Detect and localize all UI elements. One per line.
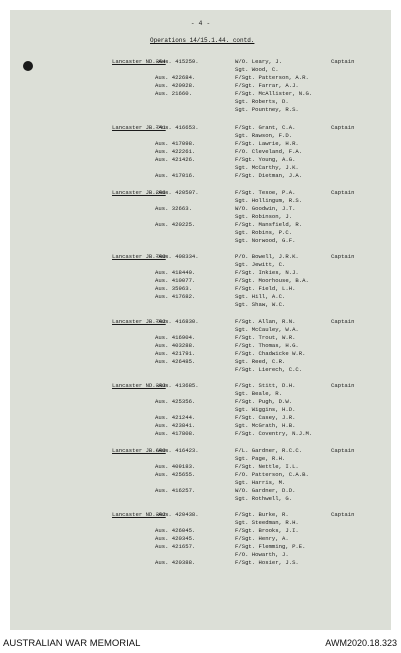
crew-row [0, 197, 401, 205]
crew-row [0, 479, 401, 487]
crew-row [0, 229, 401, 237]
aircraft-designation: Lancaster JB.600 [112, 447, 166, 454]
service-number: -Aus. 420438. [155, 511, 199, 518]
service-number: Aus. 421791. [155, 350, 196, 357]
rank-and-name: Sgt. Wiggins, H.D. [235, 406, 296, 413]
crew-row [0, 285, 401, 293]
rank-and-name: Sgt. Harris, M. [235, 479, 286, 486]
crew-row [0, 366, 401, 374]
rank-and-name: F/Sgt. Tesoe, P.A. [235, 189, 296, 196]
service-number: Aus. 417808. [155, 430, 196, 437]
rank-and-name: F/Sgt. Young, A.G. [235, 156, 296, 163]
crew-row [0, 519, 401, 527]
crew-row [0, 350, 401, 358]
crew-row [0, 527, 401, 535]
rank-and-name: Sgt. Rawson, F.D. [235, 132, 293, 139]
crew-row [0, 326, 401, 334]
rank-and-name: F/L. Gardner, R.C.C. [235, 447, 303, 454]
crew-row [0, 535, 401, 543]
rank-and-name: Sgt. McGrath, H.B. [235, 422, 296, 429]
rank-and-name: F/Sgt. Nettle, I.L. [235, 463, 299, 470]
rank-and-name: Sgt. Shaw, W.C. [235, 301, 286, 308]
service-number: Aus. 421657. [155, 543, 196, 550]
service-number: -Aus. 416653. [155, 124, 199, 131]
crew-row [0, 511, 401, 519]
rank-and-name: F/Sgt. Moorhouse, B.A. [235, 277, 309, 284]
rank-and-name: Sgt. Roberts, D. [235, 98, 289, 105]
rank-and-name: F/Sgt. Inkies, N.J. [235, 269, 299, 276]
crew-row [0, 422, 401, 430]
rank-and-name: F/Sgt. Allan, R.N. [235, 318, 296, 325]
rank-and-name: F/Sgt. Chadwicke W.R. [235, 350, 306, 357]
crew-row [0, 455, 401, 463]
service-number: Aus. 417682. [155, 293, 196, 300]
rank-and-name: Sgt. McCarthy, J.K. [235, 164, 299, 171]
aircraft-designation: Lancaster JB.792 [112, 318, 166, 325]
rank-and-name: Sgt. Robinson, J. [235, 213, 293, 220]
crew-row [0, 253, 401, 261]
crew-row [0, 471, 401, 479]
crew-row [0, 551, 401, 559]
crew-row [0, 58, 401, 66]
service-number: -Aus. 420507. [155, 189, 199, 196]
service-number: Aus. 32663. [155, 205, 192, 212]
service-number: -Aus. 413685. [155, 382, 199, 389]
footer-accession-number: AWM2020.18.323 [325, 638, 397, 648]
crew-role: Captain [331, 511, 355, 518]
rank-and-name: F/Sgt. Hosier, J.S. [235, 559, 299, 566]
crew-row [0, 406, 401, 414]
page-number: - 4 - [190, 20, 211, 27]
crew-row [0, 205, 401, 213]
service-number: Aus. 416257. [155, 487, 196, 494]
service-number: Aus. 409183. [155, 463, 196, 470]
crew-row [0, 213, 401, 221]
crew-row [0, 390, 401, 398]
crew-row [0, 156, 401, 164]
service-number: -Aus. 408334. [155, 253, 199, 260]
service-number: Aus. 416904. [155, 334, 196, 341]
aircraft-designation: Lancaster ND.364 [112, 58, 166, 65]
crew-row [0, 277, 401, 285]
service-number: Aus. 426045. [155, 527, 196, 534]
service-number: Aus. 423841. [155, 422, 196, 429]
aircraft-designation: Lancaster JB.296 [112, 189, 166, 196]
rank-and-name: F/Sgt. Farrar, A.J. [235, 82, 299, 89]
rank-and-name: F/Sgt. Dietman, J.A. [235, 172, 303, 179]
service-number: Aus. 425356. [155, 398, 196, 405]
crew-row [0, 237, 401, 245]
rank-and-name: Sgt. Reed, C.R. [235, 358, 286, 365]
crew-row [0, 140, 401, 148]
service-number: Aus. 35963. [155, 285, 192, 292]
rank-and-name: Sgt. Jewitt, C. [235, 261, 286, 268]
crew-row [0, 447, 401, 455]
crew-role: Captain [331, 318, 355, 325]
crew-role: Captain [331, 253, 355, 260]
rank-and-name: Sgt. Hill, A.C. [235, 293, 286, 300]
service-number: Aus. 21660. [155, 90, 192, 97]
crew-row [0, 559, 401, 567]
crew-row [0, 132, 401, 140]
rank-and-name: W/O. Leary, J. [235, 58, 282, 65]
crew-role: Captain [331, 58, 355, 65]
service-number: Aus. 422684. [155, 74, 196, 81]
crew-row [0, 82, 401, 90]
rank-and-name: F/O. Patterson, C.A.B. [235, 471, 309, 478]
rank-and-name: F/Sgt. Grant, C.A. [235, 124, 296, 131]
crew-row [0, 164, 401, 172]
crew-row [0, 318, 401, 326]
rank-and-name: P/O. Bowell, J.R.K. [235, 253, 299, 260]
rank-and-name: F/Sgt. Mansfield, R. [235, 221, 303, 228]
crew-row [0, 495, 401, 503]
crew-row [0, 293, 401, 301]
service-number: Aus. 420928. [155, 82, 196, 89]
crew-row [0, 261, 401, 269]
crew-row [0, 189, 401, 197]
service-number: Aus. 420388. [155, 559, 196, 566]
aircraft-designation: Lancaster JB.741 [112, 124, 166, 131]
rank-and-name: F/Sgt. Lawrie, H.R. [235, 140, 299, 147]
crew-row [0, 221, 401, 229]
rank-and-name: F/Sgt. Casey, J.R. [235, 414, 296, 421]
aircraft-designation: Lancaster ND.392 [112, 511, 166, 518]
rank-and-name: F/Sgt. Pugh, D.W. [235, 398, 293, 405]
crew-row [0, 301, 401, 309]
rank-and-name: Sgt. McCauley, W.A. [235, 326, 299, 333]
crew-row [0, 172, 401, 180]
crew-row [0, 74, 401, 82]
crew-role: Captain [331, 189, 355, 196]
rank-and-name: Sgt. Rothwell, G. [235, 495, 293, 502]
service-number: Aus. 421244. [155, 414, 196, 421]
crew-row [0, 487, 401, 495]
rank-and-name: Sgt. Wood, C. [235, 66, 279, 73]
service-number: Aus. 410077. [155, 277, 196, 284]
rank-and-name: F/Sgt. Coventry, N.J.M. [235, 430, 313, 437]
crew-row [0, 66, 401, 74]
rank-and-name: W/O. Goodwin, J.T. [235, 205, 296, 212]
crew-row [0, 342, 401, 350]
rank-and-name: F/Sgt. Stitt, D.H. [235, 382, 296, 389]
aircraft-designation: Lancaster JB.700 [112, 253, 166, 260]
crew-row [0, 430, 401, 438]
service-number: Aus. 426485. [155, 358, 196, 365]
rank-and-name: Sgt. Robins, P.C. [235, 229, 293, 236]
crew-row [0, 124, 401, 132]
service-number: Aus. 422261. [155, 148, 196, 155]
rank-and-name: F/Sgt. Flemming, P.E. [235, 543, 306, 550]
service-number: -Aus. 415259. [155, 58, 199, 65]
crew-role: Captain [331, 382, 355, 389]
service-number: Aus. 420345. [155, 535, 196, 542]
crew-row [0, 90, 401, 98]
crew-row [0, 334, 401, 342]
rank-and-name: F/O. Cleveland, F.A. [235, 148, 303, 155]
crew-row [0, 269, 401, 277]
rank-and-name: F/Sgt. McAllister, N.G. [235, 90, 313, 97]
rank-and-name: F/Sgt. Field, L.H. [235, 285, 296, 292]
service-number: Aus. 403288. [155, 342, 196, 349]
rank-and-name: F/Sgt. Burke, R. [235, 511, 289, 518]
rank-and-name: W/O. Gardner, D.D. [235, 487, 296, 494]
crew-role: Captain [331, 124, 355, 131]
crew-row [0, 358, 401, 366]
rank-and-name: F/Sgt. Brooks, J.I. [235, 527, 299, 534]
crew-row [0, 98, 401, 106]
crew-row [0, 106, 401, 114]
document-heading: Operations 14/15.1.44. contd. [150, 37, 255, 44]
crew-role: Captain [331, 447, 355, 454]
service-number: Aus. 417098. [155, 140, 196, 147]
service-number: Aus. 420225. [155, 221, 196, 228]
service-number: Aus. 425655. [155, 471, 196, 478]
rank-and-name: Sgt. Steedman, R.H. [235, 519, 299, 526]
crew-row [0, 414, 401, 422]
rank-and-name: Sgt. Hollingum, R.S. [235, 197, 303, 204]
crew-row [0, 148, 401, 156]
crew-row [0, 543, 401, 551]
rank-and-name: F/Sgt. Trout, W.R. [235, 334, 296, 341]
rank-and-name: Sgt. Pountney, R.S. [235, 106, 299, 113]
footer-institution: AUSTRALIAN WAR MEMORIAL [3, 638, 141, 649]
service-number: -Aus. 416830. [155, 318, 199, 325]
crew-row [0, 463, 401, 471]
rank-and-name: F/Sgt. Thomas, H.G. [235, 342, 299, 349]
service-number: Aus. 418440. [155, 269, 196, 276]
rank-and-name: Sgt. Norwood, G.F. [235, 237, 296, 244]
rank-and-name: F/Sgt. Henry, A. [235, 535, 289, 542]
rank-and-name: F/Sgt. Patterson, A.R. [235, 74, 309, 81]
crew-row [0, 398, 401, 406]
rank-and-name: F/Sgt. Lierech, C.C. [235, 366, 303, 373]
crew-row [0, 382, 401, 390]
service-number: -Aus. 416423. [155, 447, 199, 454]
service-number: Aus. 421426. [155, 156, 196, 163]
aircraft-designation: Lancaster ND.333 [112, 382, 166, 389]
rank-and-name: Sgt. Page, R.H. [235, 455, 286, 462]
footer-bar [0, 633, 401, 653]
service-number: Aus. 417016. [155, 172, 196, 179]
rank-and-name: F/O. Howarth, J. [235, 551, 289, 558]
rank-and-name: Sgt. Beale, R. [235, 390, 282, 397]
